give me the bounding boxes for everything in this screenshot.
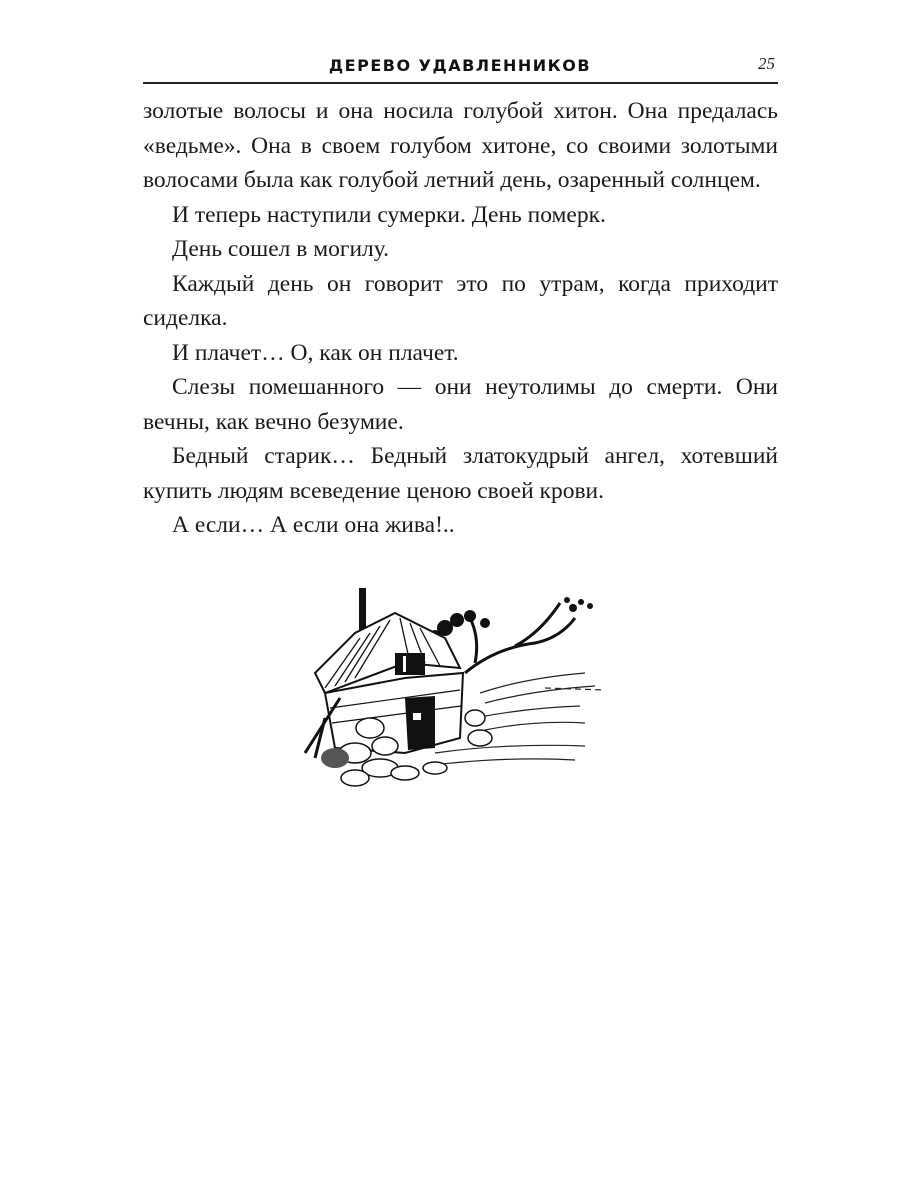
page-number: 25 <box>758 54 775 73</box>
paragraph: И плачет… О, как он плачет. <box>172 339 459 366</box>
hut-illustration <box>285 578 615 798</box>
paragraph: А если… А если она жива!.. <box>172 512 455 538</box>
paragraph: Слезы помешанного — они неутолимы до смерти. Они вечны, как вечно безумие. <box>143 374 778 435</box>
hut-drawing-icon <box>285 578 615 798</box>
header-rule <box>143 82 778 84</box>
running-header <box>143 54 777 82</box>
paragraph: И теперь наступили сумерки. День померк. <box>172 201 606 228</box>
running-title: ДЕРЕВО УДАВЛЕННИКОВ <box>328 56 592 75</box>
paragraph: Каждый день он говорит это по утрам, когда приходит сиделка. <box>143 270 778 331</box>
paragraph: золотые волосы и она носила голубой хитон. Она предалась «ведьме». Она в своем голубом хитоне, со своими золотыми волосами была как голубой летний день, озаренный солнцем. <box>143 98 778 193</box>
paragraph: Бедный старик… Бедный златокудрый ангел, хотевший купить людям всеведение ценою своей крови. <box>143 443 778 504</box>
body-text <box>143 94 778 543</box>
paragraph: День сошел в могилу. <box>172 236 390 262</box>
